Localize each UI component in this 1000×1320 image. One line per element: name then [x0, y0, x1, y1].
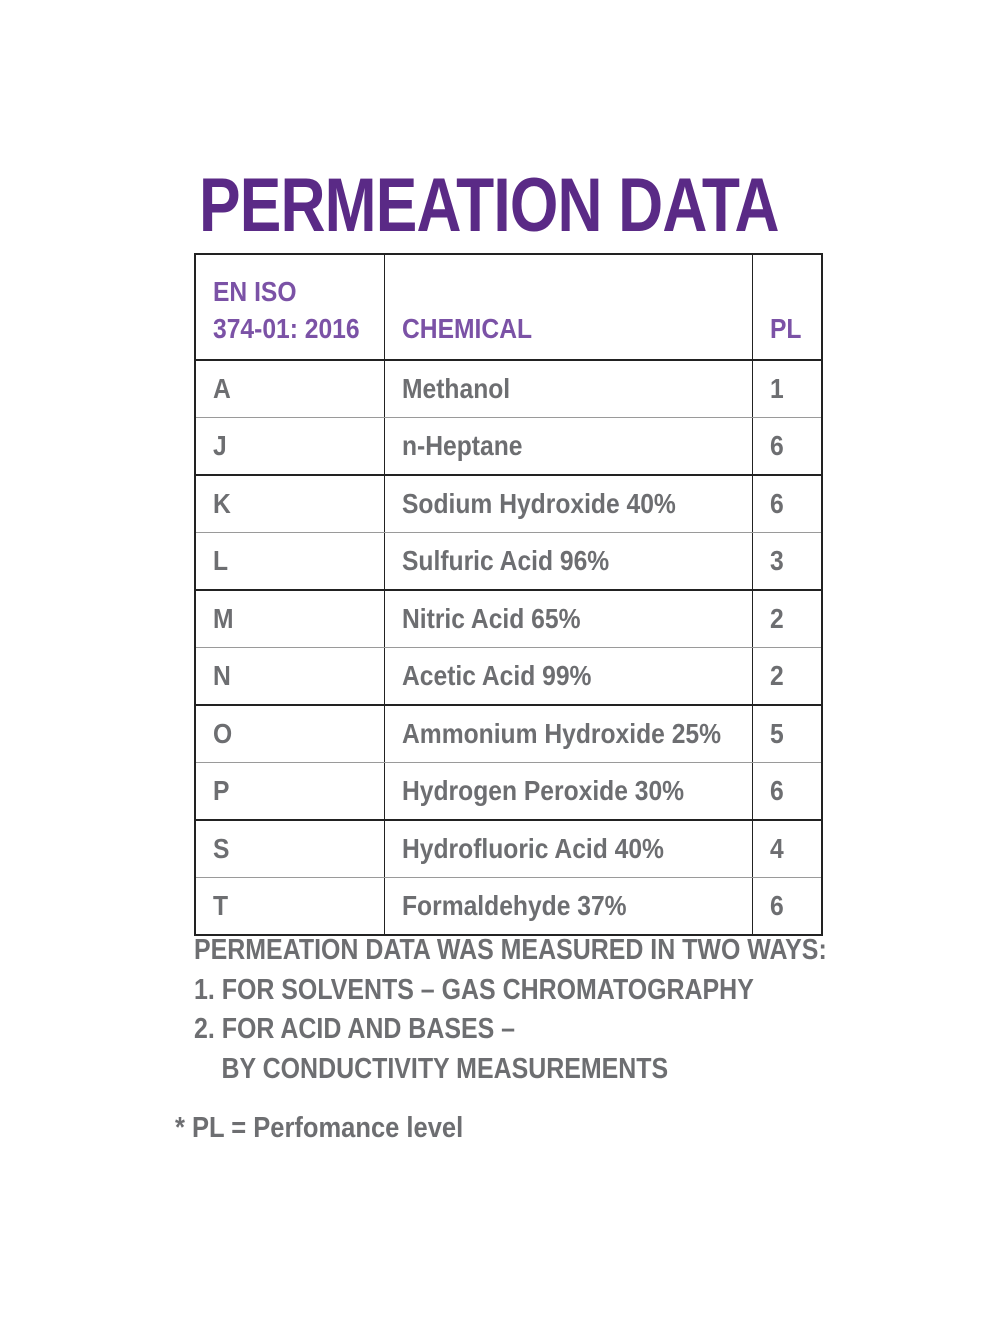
chemical-text: Hydrofluoric Acid 40% — [401, 833, 664, 864]
cell-chemical — [384, 360, 752, 418]
cell-pl — [752, 475, 822, 533]
page-title: PERMEATION DATA — [199, 163, 779, 248]
table-row — [195, 590, 822, 648]
table-row — [195, 648, 822, 706]
chemical-text: Sulfuric Acid 96% — [401, 545, 609, 576]
code-text: N — [213, 660, 231, 691]
cell-code — [195, 763, 384, 821]
table-row — [195, 533, 822, 591]
code-text: M — [213, 603, 234, 634]
chemical-text: n-Heptane — [401, 430, 522, 461]
code-text: T — [213, 890, 229, 921]
code-text: A — [213, 373, 231, 404]
code-text: L — [213, 545, 229, 576]
table-row — [195, 418, 822, 476]
note-acids-bases: 2. FOR ACID AND BASES – — [194, 1013, 516, 1045]
cell-pl — [752, 820, 822, 878]
code-text: J — [213, 430, 227, 461]
cell-code — [195, 418, 384, 476]
code-text: P — [213, 775, 230, 806]
cell-pl — [752, 878, 822, 936]
header-chemical — [384, 254, 752, 360]
cell-code — [195, 360, 384, 418]
table-row — [195, 360, 822, 418]
code-text: K — [213, 488, 231, 519]
table-row — [195, 878, 822, 936]
header-standard-line1: EN ISO — [213, 276, 297, 307]
header-pl-label: PL — [769, 313, 801, 344]
cell-chemical — [384, 475, 752, 533]
cell-pl — [752, 533, 822, 591]
header-pl — [752, 254, 822, 360]
cell-pl — [752, 418, 822, 476]
chemical-text: Hydrogen Peroxide 30% — [401, 775, 684, 806]
cell-pl — [752, 763, 822, 821]
cell-pl — [752, 648, 822, 706]
code-text: S — [213, 833, 230, 864]
cell-code — [195, 475, 384, 533]
measurement-notes — [194, 931, 827, 1089]
pl-text: 4 — [769, 833, 784, 864]
note-solvents: 1. FOR SOLVENTS – GAS CHROMATOGRAPHY — [194, 973, 754, 1006]
chemical-text: Methanol — [401, 373, 510, 404]
chemical-text: Nitric Acid 65% — [401, 603, 580, 634]
header-standard — [195, 254, 384, 360]
cell-chemical — [384, 705, 752, 763]
cell-code — [195, 648, 384, 706]
chemical-text: Sodium Hydroxide 40% — [401, 488, 676, 519]
pl-text: 3 — [769, 545, 784, 576]
cell-code — [195, 533, 384, 591]
cell-code — [195, 590, 384, 648]
table-row — [195, 705, 822, 763]
cell-code — [195, 820, 384, 878]
pl-text: 1 — [769, 373, 784, 404]
pl-text: 6 — [769, 430, 784, 461]
pl-text: 6 — [769, 775, 784, 806]
code-text: O — [213, 718, 233, 749]
pl-footnote: * PL = Perfomance level — [175, 1112, 464, 1144]
pl-text: 2 — [769, 603, 784, 634]
cell-chemical — [384, 533, 752, 591]
table-row — [195, 820, 822, 878]
cell-chemical — [384, 418, 752, 476]
table-row — [195, 763, 822, 821]
cell-code — [195, 878, 384, 936]
cell-pl — [752, 360, 822, 418]
cell-pl — [752, 590, 822, 648]
header-standard-line2: 374-01: 2016 — [213, 313, 360, 344]
permeation-table — [194, 253, 823, 936]
chemical-text: Ammonium Hydroxide 25% — [401, 718, 721, 749]
pl-text: 2 — [769, 660, 784, 691]
pl-text: 6 — [769, 890, 784, 921]
notes-heading: PERMEATION DATA WAS MEASURED IN TWO WAYS: — [194, 934, 827, 966]
cell-pl — [752, 705, 822, 763]
table-row — [195, 475, 822, 533]
cell-chemical — [384, 648, 752, 706]
cell-code — [195, 705, 384, 763]
chemical-text: Formaldehyde 37% — [401, 890, 627, 921]
pl-text: 5 — [769, 718, 784, 749]
chemical-text: Acetic Acid 99% — [401, 660, 591, 691]
cell-chemical — [384, 590, 752, 648]
cell-chemical — [384, 763, 752, 821]
table-header-row — [195, 254, 822, 360]
header-chemical-label: CHEMICAL — [401, 313, 532, 344]
cell-chemical — [384, 878, 752, 936]
cell-chemical — [384, 820, 752, 878]
note-conductivity: BY CONDUCTIVITY MEASUREMENTS — [221, 1052, 669, 1085]
pl-text: 6 — [769, 488, 784, 519]
